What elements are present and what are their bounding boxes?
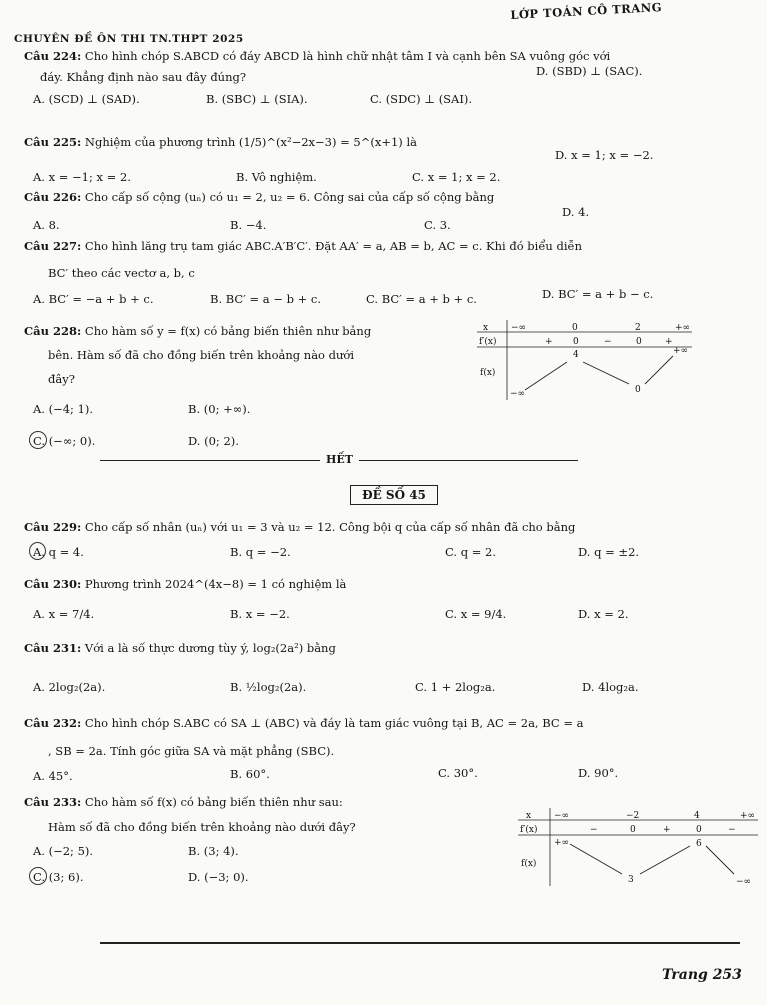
q233-option-a: A. (−2; 5). xyxy=(33,844,94,858)
q228-x-label: x xyxy=(483,323,489,333)
q233-f-2: 6 xyxy=(696,839,702,849)
q233-variation-table xyxy=(518,808,758,889)
q233-arrow-down-2 xyxy=(706,846,734,874)
exam-title: ĐỀ SỐ 45 xyxy=(350,485,438,505)
q229-option-b: B. q = −2. xyxy=(230,545,291,559)
q233-sign-3: 0 xyxy=(696,825,702,835)
q229-option-d: D. q = ±2. xyxy=(578,545,640,559)
q233-arrow-up xyxy=(640,846,690,874)
q225-stem: Nghiệm của phương trình (1/5)^(x²−2x−3) = 5^(x+1) là xyxy=(84,135,417,149)
q225-text xyxy=(24,135,417,149)
q230-label: Câu 230: xyxy=(24,577,82,591)
q230-text xyxy=(24,577,346,591)
q225-option-c: C. x = 1; x = 2. xyxy=(412,170,501,184)
q228-option-c: C. (−∞; 0). xyxy=(33,434,96,448)
header-right: LỚP TOÁN CÔ TRANG xyxy=(510,0,663,22)
q228-option-b: B. (0; +∞). xyxy=(188,402,251,416)
q233-sign-1: 0 xyxy=(630,825,636,835)
q227-option-b: B. BC′ = a − b + c. xyxy=(210,292,321,306)
q228-arrow-down xyxy=(583,362,629,384)
q225-option-b: B. Vô nghiệm. xyxy=(236,170,317,184)
q230-option-c: C. x = 9/4. xyxy=(445,607,507,621)
q233-fp-label: f′(x) xyxy=(520,825,538,835)
q233-sign-4: − xyxy=(728,825,736,835)
q228-x-1: 0 xyxy=(572,323,578,333)
q233-arrow-down-1 xyxy=(570,844,622,874)
q233-x-1: −2 xyxy=(626,811,640,821)
q228-sign-4: + xyxy=(665,337,673,347)
q227-text xyxy=(24,239,582,253)
q227-option-d: D. BC′ = a + b − c. xyxy=(542,287,654,301)
q226-stem: Cho cấp số cộng (uₙ) có u₁ = 2, u₂ = 6. Công sai của cấp số cộng bằng xyxy=(84,190,495,204)
q230-option-a: A. x = 7/4. xyxy=(33,607,95,621)
q233-label: Câu 233: xyxy=(24,795,82,809)
q227-option-a: A. BC′ = −a + b + c. xyxy=(33,292,154,306)
q228-label: Câu 228: xyxy=(24,324,82,338)
q230-option-d: D. x = 2. xyxy=(578,607,629,621)
q228-x-2: 2 xyxy=(635,323,641,333)
q233-stem-2: Hàm số đã cho đồng biến trên khoảng nào dưới đây? xyxy=(48,820,356,834)
q228-arrow-up-2 xyxy=(645,356,673,384)
q227-stem-2: BC′ theo các vectơ a, b, c xyxy=(48,266,195,280)
q233-f-1: 3 xyxy=(628,875,634,885)
q228-option-d: D. (0; 2). xyxy=(188,434,239,448)
q233-x-2: 4 xyxy=(694,811,700,821)
q230-stem: Phương trình 2024^(4x−8) = 1 có nghiệm là xyxy=(84,577,347,591)
q224-option-b: B. (SBC) ⊥ (SIA). xyxy=(206,92,308,106)
end-mark: HẾT xyxy=(320,453,359,466)
q228-sign-3: 0 xyxy=(636,337,642,347)
q227-stem-1: Cho hình lăng trụ tam giác ABC.A′B′C′. Đặt AA′ = a, AB = b, AC = c. Khi đó biểu diễn xyxy=(84,239,583,253)
q231-option-c: C. 1 + 2log₂a. xyxy=(415,680,496,694)
q229-option-a: A. q = 4. xyxy=(33,545,84,559)
q229-circle-mark xyxy=(29,542,46,560)
q233-f-0: +∞ xyxy=(554,838,570,848)
q233-option-b: B. (3; 4). xyxy=(188,844,239,858)
q224-stem-2: đáy. Khẳng định nào sau đây đúng? xyxy=(40,70,247,84)
q230-option-b: B. x = −2. xyxy=(230,607,290,621)
q228-sign-0: + xyxy=(545,337,553,347)
q233-option-c: C. (3; 6). xyxy=(33,870,84,884)
q233-f-label: f(x) xyxy=(521,859,537,869)
q233-x-3: +∞ xyxy=(740,811,756,821)
q226-option-c: C. 3. xyxy=(424,218,451,232)
q232-stem-1: Cho hình chóp S.ABC có SA ⊥ (ABC) và đáy là tam giác vuông tại B, AC = 2a, BC = a xyxy=(84,716,584,730)
q227-option-c: C. BC′ = a + b + c. xyxy=(366,292,477,306)
q228-arrow-up-1 xyxy=(525,362,567,390)
q233-stem-1: Cho hàm số f(x) có bảng biến thiên như sau: xyxy=(84,795,343,809)
q225-label: Câu 225: xyxy=(24,135,82,149)
q233-text xyxy=(24,795,343,809)
q233-circle-mark xyxy=(29,867,47,885)
q231-text xyxy=(24,641,336,655)
q225-option-d: D. x = 1; x = −2. xyxy=(555,148,654,162)
q231-stem: Với a là số thực dương tùy ý, log₂(2a²) bằng xyxy=(84,641,336,655)
q224-text xyxy=(24,49,610,63)
q228-f-2: 0 xyxy=(635,385,641,395)
q226-label: Câu 226: xyxy=(24,190,82,204)
q227-label: Câu 227: xyxy=(24,239,82,253)
q231-option-b: B. ½log₂(2a). xyxy=(230,680,307,694)
q228-fp-label: f′(x) xyxy=(479,337,497,347)
q228-f-0: −∞ xyxy=(510,389,526,399)
q228-f-1: 4 xyxy=(573,350,579,360)
footer-divider xyxy=(100,942,740,944)
q231-label: Câu 231: xyxy=(24,641,82,655)
q228-stem-3: đây? xyxy=(48,372,75,386)
q226-option-b: B. −4. xyxy=(230,218,267,232)
page-number: Trang 253 xyxy=(662,967,742,983)
q233-x-0: −∞ xyxy=(554,811,570,821)
q232-option-a: A. 45°. xyxy=(33,769,73,783)
q233-sign-0: − xyxy=(590,825,598,835)
q226-text xyxy=(24,190,494,204)
q233-x-label: x xyxy=(526,811,532,821)
q232-label: Câu 232: xyxy=(24,716,82,730)
q228-option-a: A. (−4; 1). xyxy=(33,402,94,416)
q232-text xyxy=(24,716,584,730)
q231-option-a: A. 2log₂(2a). xyxy=(33,680,106,694)
q228-sign-1: 0 xyxy=(573,337,579,347)
q228-circle-mark xyxy=(29,431,47,449)
q224-option-d: D. (SBD) ⊥ (SAC). xyxy=(536,64,643,78)
q228-stem-1: Cho hàm số y = f(x) có bảng biến thiên như bảng xyxy=(84,324,372,338)
q228-variation-table xyxy=(477,320,692,403)
q232-stem-2: , SB = 2a. Tính góc giữa SA và mặt phẳng (SBC). xyxy=(48,744,335,758)
q228-text xyxy=(24,324,371,338)
q226-option-a: A. 8. xyxy=(33,218,60,232)
q225-option-a: A. x = −1; x = 2. xyxy=(33,170,131,184)
q229-stem: Cho cấp số nhân (uₙ) với u₁ = 3 và u₂ = 12. Công bội q của cấp số nhân đã cho bằng xyxy=(84,520,576,534)
header-left: CHUYÊN ĐỀ ÔN THI TN.THPT 2025 xyxy=(14,33,244,45)
q228-sign-2: − xyxy=(604,337,612,347)
q224-option-c: C. (SDC) ⊥ (SAI). xyxy=(370,92,473,106)
q229-option-c: C. q = 2. xyxy=(445,545,496,559)
q224-label: Câu 224: xyxy=(24,49,82,63)
q232-option-b: B. 60°. xyxy=(230,767,270,781)
q229-label: Câu 229: xyxy=(24,520,82,534)
q233-f-3: −∞ xyxy=(736,877,752,886)
q228-f-label: f(x) xyxy=(480,368,496,378)
q228-stem-2: bên. Hàm số đã cho đồng biến trên khoảng nào dưới xyxy=(48,348,354,362)
q229-text xyxy=(24,520,575,534)
q224-option-a: A. (SCD) ⊥ (SAD). xyxy=(33,92,140,106)
q228-f-3: +∞ xyxy=(673,346,689,356)
q226-option-d: D. 4. xyxy=(562,205,590,219)
q231-option-d: D. 4log₂a. xyxy=(582,680,639,694)
q233-sign-2: + xyxy=(663,825,671,835)
q233-option-d: D. (−3; 0). xyxy=(188,870,249,884)
q232-option-d: D. 90°. xyxy=(578,766,619,780)
q228-x-3: +∞ xyxy=(675,323,691,333)
q224-stem-1: Cho hình chóp S.ABCD có đáy ABCD là hình chữ nhật tâm I và cạnh bên SA vuông góc với xyxy=(84,49,611,63)
q232-option-c: C. 30°. xyxy=(438,766,478,780)
q228-x-0: −∞ xyxy=(511,323,527,333)
